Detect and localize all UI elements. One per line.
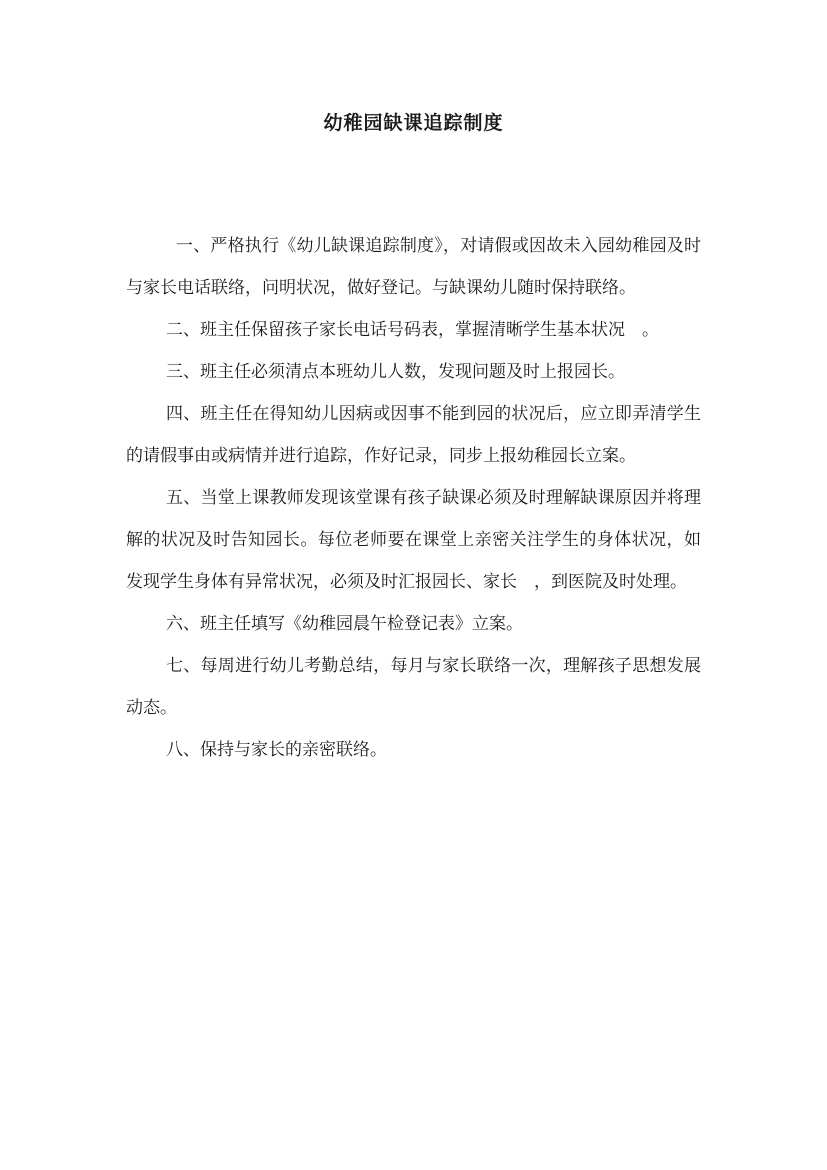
paragraph-1: 一、严格执行《幼儿缺课追踪制度》，对请假或因故未入园幼稚园及时与家长电话联络，问明状况，做好登记。与缺课幼儿随时保持联络。 — [126, 236, 701, 298]
paragraph-3: 三、班主任必须清点本班幼儿人数，发现问题及时上报园长。 — [166, 362, 625, 382]
paragraph-2: 二、班主任保留孩子家长电话号码表，掌握清晰学生基本状况 。 — [166, 320, 659, 340]
document-body — [126, 225, 701, 771]
document-title: 幼稚园缺课追踪制度 — [323, 112, 504, 134]
paragraph-8: 八、保持与家长的亲密联络。 — [166, 740, 387, 760]
paragraph-7: 七、每周进行幼儿考勤总结，每月与家长联络一次，理解孩子思想发展动态。 — [126, 656, 701, 718]
paragraph-5: 五、当堂上课教师发现该堂课有孩子缺课必须及时理解缺课原因并将理解的状况及时告知园长。每位老师要在课堂上亲密关注学生的身体状况，如发现学生身体有异常状况，必须及时汇报园长、家长 ，到医院及时处理。 — [126, 488, 701, 592]
paragraph-6: 六、班主任填写《幼稚园晨午检登记表》立案。 — [166, 614, 523, 634]
paragraph-4: 四、班主任在得知幼儿因病或因事不能到园的状况后，应立即弄清学生的请假事由或病情并进行追踪，作好记录，同步上报幼稚园长立案。 — [126, 404, 701, 466]
